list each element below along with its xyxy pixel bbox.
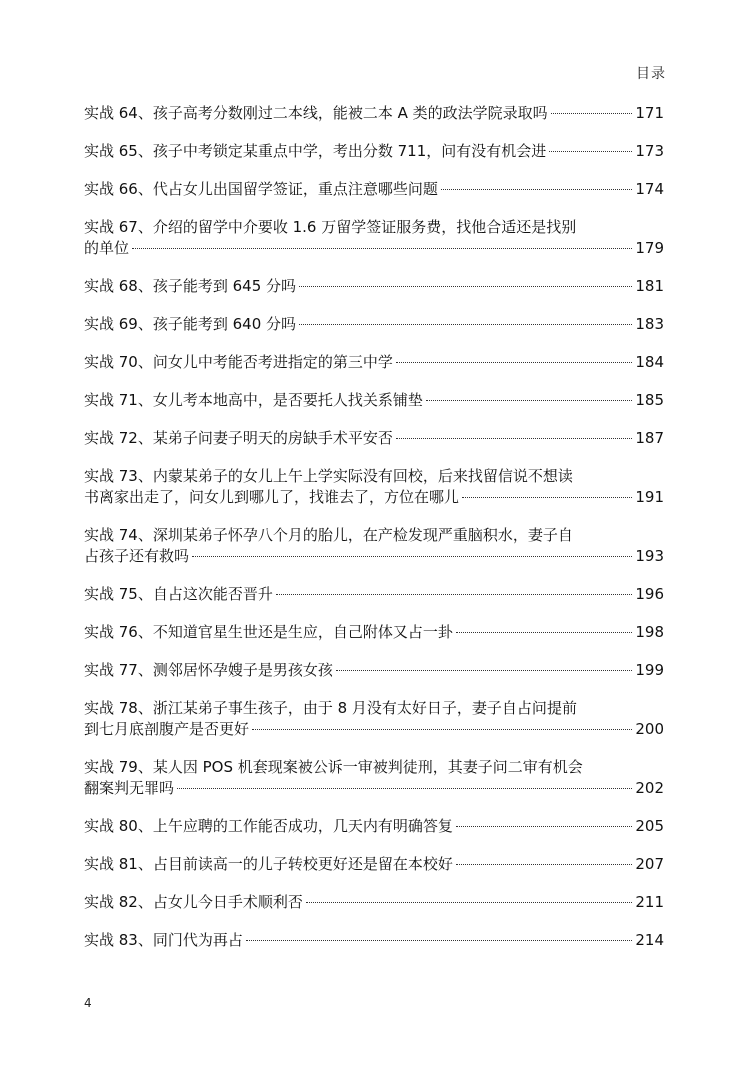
toc-entry[interactable]: [84, 276, 664, 297]
toc-entry[interactable]: [84, 179, 664, 200]
toc-entry[interactable]: [84, 930, 664, 951]
dot-leader: [462, 497, 632, 498]
toc-entry-page-number: 211: [635, 893, 664, 911]
toc-entry-page-number: 174: [635, 180, 664, 198]
dot-leader: [177, 788, 632, 789]
toc-entry-title-line2: 的单位: [84, 239, 130, 257]
toc-entry-title: 实战 71、女儿考本地高中，是否要托人找关系铺垫: [84, 391, 423, 409]
dot-leader: [396, 362, 633, 363]
dot-leader: [441, 189, 633, 190]
running-header: 目录: [636, 66, 666, 82]
toc-entry[interactable]: [84, 217, 664, 259]
toc-entry-page-number: 185: [635, 391, 664, 409]
toc-entry-title: 实战 66、代占女儿出国留学签证，重点注意哪些问题: [84, 180, 438, 198]
toc-entry-page-number: 214: [635, 931, 664, 949]
toc-entry[interactable]: [84, 584, 664, 605]
toc-entry-page-number: 171: [635, 104, 664, 122]
toc-entry[interactable]: [84, 141, 664, 162]
toc-entry-title-line1: 实战 73、内蒙某弟子的女儿上午上学实际没有回校，后来找留信说不想读: [84, 467, 573, 485]
toc-entry[interactable]: [84, 854, 664, 875]
dot-leader: [551, 113, 633, 114]
toc-entry-title-line1: 实战 78、浙江某弟子事生孩子，由于 8 月没有太好日子，妻子自占问提前: [84, 699, 577, 717]
toc-entry-page-number: 205: [635, 817, 664, 835]
toc-entry-page-number: 198: [635, 623, 664, 641]
dot-leader: [132, 248, 632, 249]
table-of-contents: [84, 103, 664, 968]
toc-entry-title: 实战 76、不知道官星生世还是生应，自己附体又占一卦: [84, 623, 453, 641]
toc-entry-page-number: 207: [635, 855, 664, 873]
toc-entry-title: 实战 81、占目前读高一的儿子转校更好还是留在本校好: [84, 855, 453, 873]
dot-leader: [306, 902, 633, 903]
toc-entry[interactable]: [84, 757, 664, 799]
toc-entry-title-line1: 实战 67、介绍的留学中介要收 1.6 万留学签证服务费，找他合适还是找别: [84, 218, 577, 236]
toc-entry[interactable]: [84, 892, 664, 913]
toc-entry-page-number: 184: [635, 353, 664, 371]
toc-entry[interactable]: [84, 352, 664, 373]
dot-leader: [252, 729, 632, 730]
toc-entry[interactable]: [84, 103, 664, 124]
toc-entry-title: 实战 72、某弟子问妻子明天的房缺手术平安否: [84, 429, 393, 447]
toc-entry[interactable]: [84, 660, 664, 681]
dot-leader: [299, 286, 632, 287]
toc-entry-page-number: 200: [635, 720, 664, 738]
toc-entry[interactable]: [84, 525, 664, 567]
dot-leader: [426, 400, 633, 401]
toc-entry-title: 实战 77、测邻居怀孕嫂子是男孩女孩: [84, 661, 333, 679]
toc-entry-title: 实战 83、同门代为再占: [84, 931, 243, 949]
dot-leader: [246, 940, 633, 941]
toc-entry-title: 实战 75、自占这次能否晋升: [84, 585, 273, 603]
toc-entry[interactable]: [84, 698, 664, 740]
toc-entry[interactable]: [84, 816, 664, 837]
dot-leader: [336, 670, 633, 671]
dot-leader: [192, 556, 632, 557]
toc-entry-page-number: 202: [635, 779, 664, 797]
toc-entry-page-number: 191: [635, 488, 664, 506]
toc-entry-page-number: 196: [635, 585, 664, 603]
toc-entry-title: 实战 68、孩子能考到 645 分吗: [84, 277, 297, 295]
toc-entry-page-number: 181: [635, 277, 664, 295]
toc-entry-page-number: 173: [635, 142, 664, 160]
dot-leader: [549, 151, 632, 152]
page-number: 4: [84, 996, 92, 1010]
toc-entry[interactable]: [84, 390, 664, 411]
toc-entry-title-line2: 占孩子还有救吗: [84, 547, 190, 565]
dot-leader: [456, 826, 633, 827]
toc-entry-page-number: 199: [635, 661, 664, 679]
toc-entry-title-line1: 实战 79、某人因 POS 机套现案被公诉一审被判徒刑，其妻子问二审有机会: [84, 758, 583, 776]
dot-leader: [456, 632, 633, 633]
toc-entry-title: 实战 69、孩子能考到 640 分吗: [84, 315, 297, 333]
toc-entry[interactable]: [84, 622, 664, 643]
toc-entry-title-line2: 到七月底剖腹产是否更好: [84, 720, 250, 738]
dot-leader: [276, 594, 633, 595]
toc-entry-title-line2: 书离家出走了，问女儿到哪儿了，找谁去了，方位在哪儿: [84, 488, 460, 506]
dot-leader: [396, 438, 633, 439]
toc-entry-title: 实战 82、占女儿今日手术顺利否: [84, 893, 303, 911]
toc-entry-page-number: 193: [635, 547, 664, 565]
toc-entry-title-line1: 实战 74、深圳某弟子怀孕八个月的胎儿，在产检发现严重脑积水，妻子自: [84, 526, 573, 544]
toc-entry[interactable]: [84, 428, 664, 449]
toc-entry-page-number: 187: [635, 429, 664, 447]
dot-leader: [456, 864, 633, 865]
toc-entry-title: 实战 65、孩子中考锁定某重点中学，考出分数 711，问有没有机会进: [84, 142, 547, 160]
toc-entry-title-line2: 翻案判无罪吗: [84, 779, 175, 797]
toc-entry[interactable]: [84, 466, 664, 508]
toc-entry-page-number: 179: [635, 239, 664, 257]
toc-entry-title: 实战 70、问女儿中考能否考进指定的第三中学: [84, 353, 393, 371]
toc-entry[interactable]: [84, 314, 664, 335]
dot-leader: [299, 324, 632, 325]
toc-entry-page-number: 183: [635, 315, 664, 333]
toc-entry-title: 实战 80、上午应聘的工作能否成功，几天内有明确答复: [84, 817, 453, 835]
toc-entry-title: 实战 64、孩子高考分数刚过二本线，能被二本 A 类的政法学院录取吗: [84, 104, 548, 122]
